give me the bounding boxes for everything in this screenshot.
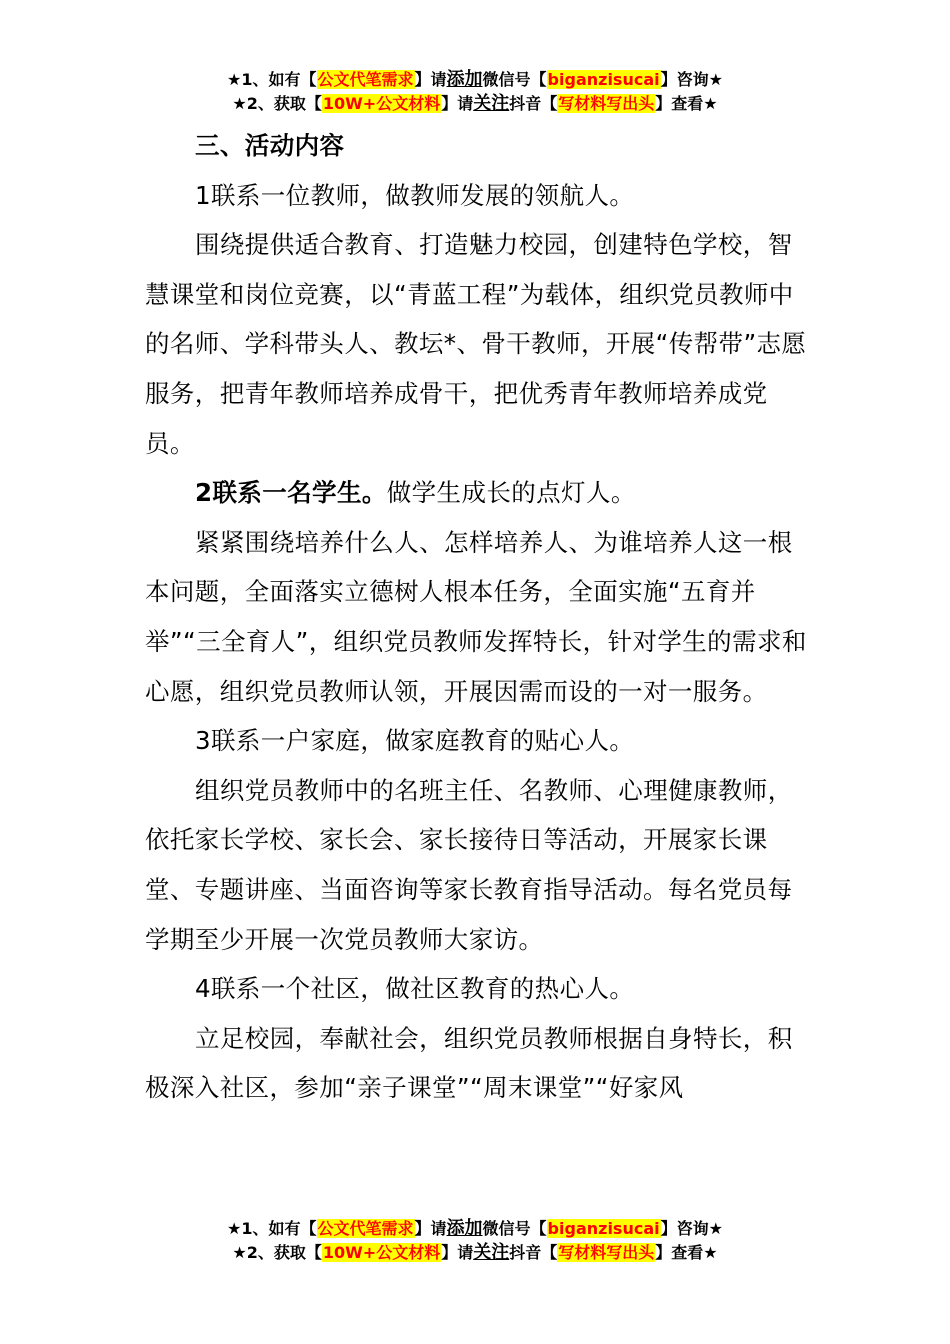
highlight-service: 公文代笔需求 [317, 70, 414, 89]
highlight-wechat-id: biganzisucai [547, 70, 660, 89]
item-3-title: 3联系一户家庭，做家庭教育的贴心人。 [195, 726, 635, 756]
item-1-title: 1联系一位教师，做教师发展的领航人。 [195, 180, 635, 210]
document-body [145, 121, 810, 1113]
highlight-douyin: 写材料写出头 [558, 94, 655, 113]
highlight-materials: 10W+公文材料 [322, 1243, 441, 1262]
highlight-service: 公文代笔需求 [317, 1219, 414, 1238]
banner-line-2: ★2、获取【10W+公文材料】请关注抖音【写材料写出头】查看★ [232, 93, 718, 114]
banner-line-2: ★2、获取【10W+公文材料】请关注抖音【写材料写出头】查看★ [232, 1242, 718, 1263]
highlight-materials: 10W+公文材料 [322, 94, 441, 113]
banner-line-1: ★1、如有【公文代笔需求】请添加微信号【biganzisucai】咨询★ [227, 69, 723, 90]
item-4-body: 立足校园，奉献社会，组织党员教师根据自身特长，积极深入社区，参加“亲子课堂”“周末课堂”“好家风 [145, 1023, 793, 1103]
section-heading: 三、活动内容 [195, 131, 345, 160]
banner-line-1: ★1、如有【公文代笔需求】请添加微信号【biganzisucai】咨询★ [227, 1218, 723, 1239]
header-banner [0, 68, 950, 116]
item-4-title: 4联系一个社区，做社区教育的热心人。 [195, 974, 635, 1004]
highlight-douyin: 写材料写出头 [558, 1243, 655, 1262]
item-3-body: 组织党员教师中的名班主任、名教师、心理健康教师，依托家长学校、家长会、家长接待日等活动，开展家长课堂、专题讲座、当面咨询等家长教育指导活动。每名党员每学期至少开展一次党员教师大家访。 [145, 775, 793, 954]
item-2-title: 2联系一名学生。做学生成长的点灯人。 [195, 478, 636, 508]
item-1-body: 围绕提供适合教育、打造魅力校园，创建特色学校，智慧课堂和岗位竞赛，以“青蓝工程”为载体，组织党员教师中的名师、学科带头人、教坛*、骨干教师，开展“传帮带”志愿服务，把青年教师培养成骨干，把优秀青年教师培养成党员。 [145, 230, 807, 458]
highlight-wechat-id: biganzisucai [547, 1219, 660, 1238]
item-2-body: 紧紧围绕培养什么人、怎样培养人、为谁培养人这一根本问题，全面落实立德树人根本任务，全面实施“五育并举”“三全育人”，组织党员教师发挥特长，针对学生的需求和心愿，组织党员教师认领，开展因需而设的一对一服务。 [145, 527, 807, 706]
footer-banner [0, 1217, 950, 1265]
